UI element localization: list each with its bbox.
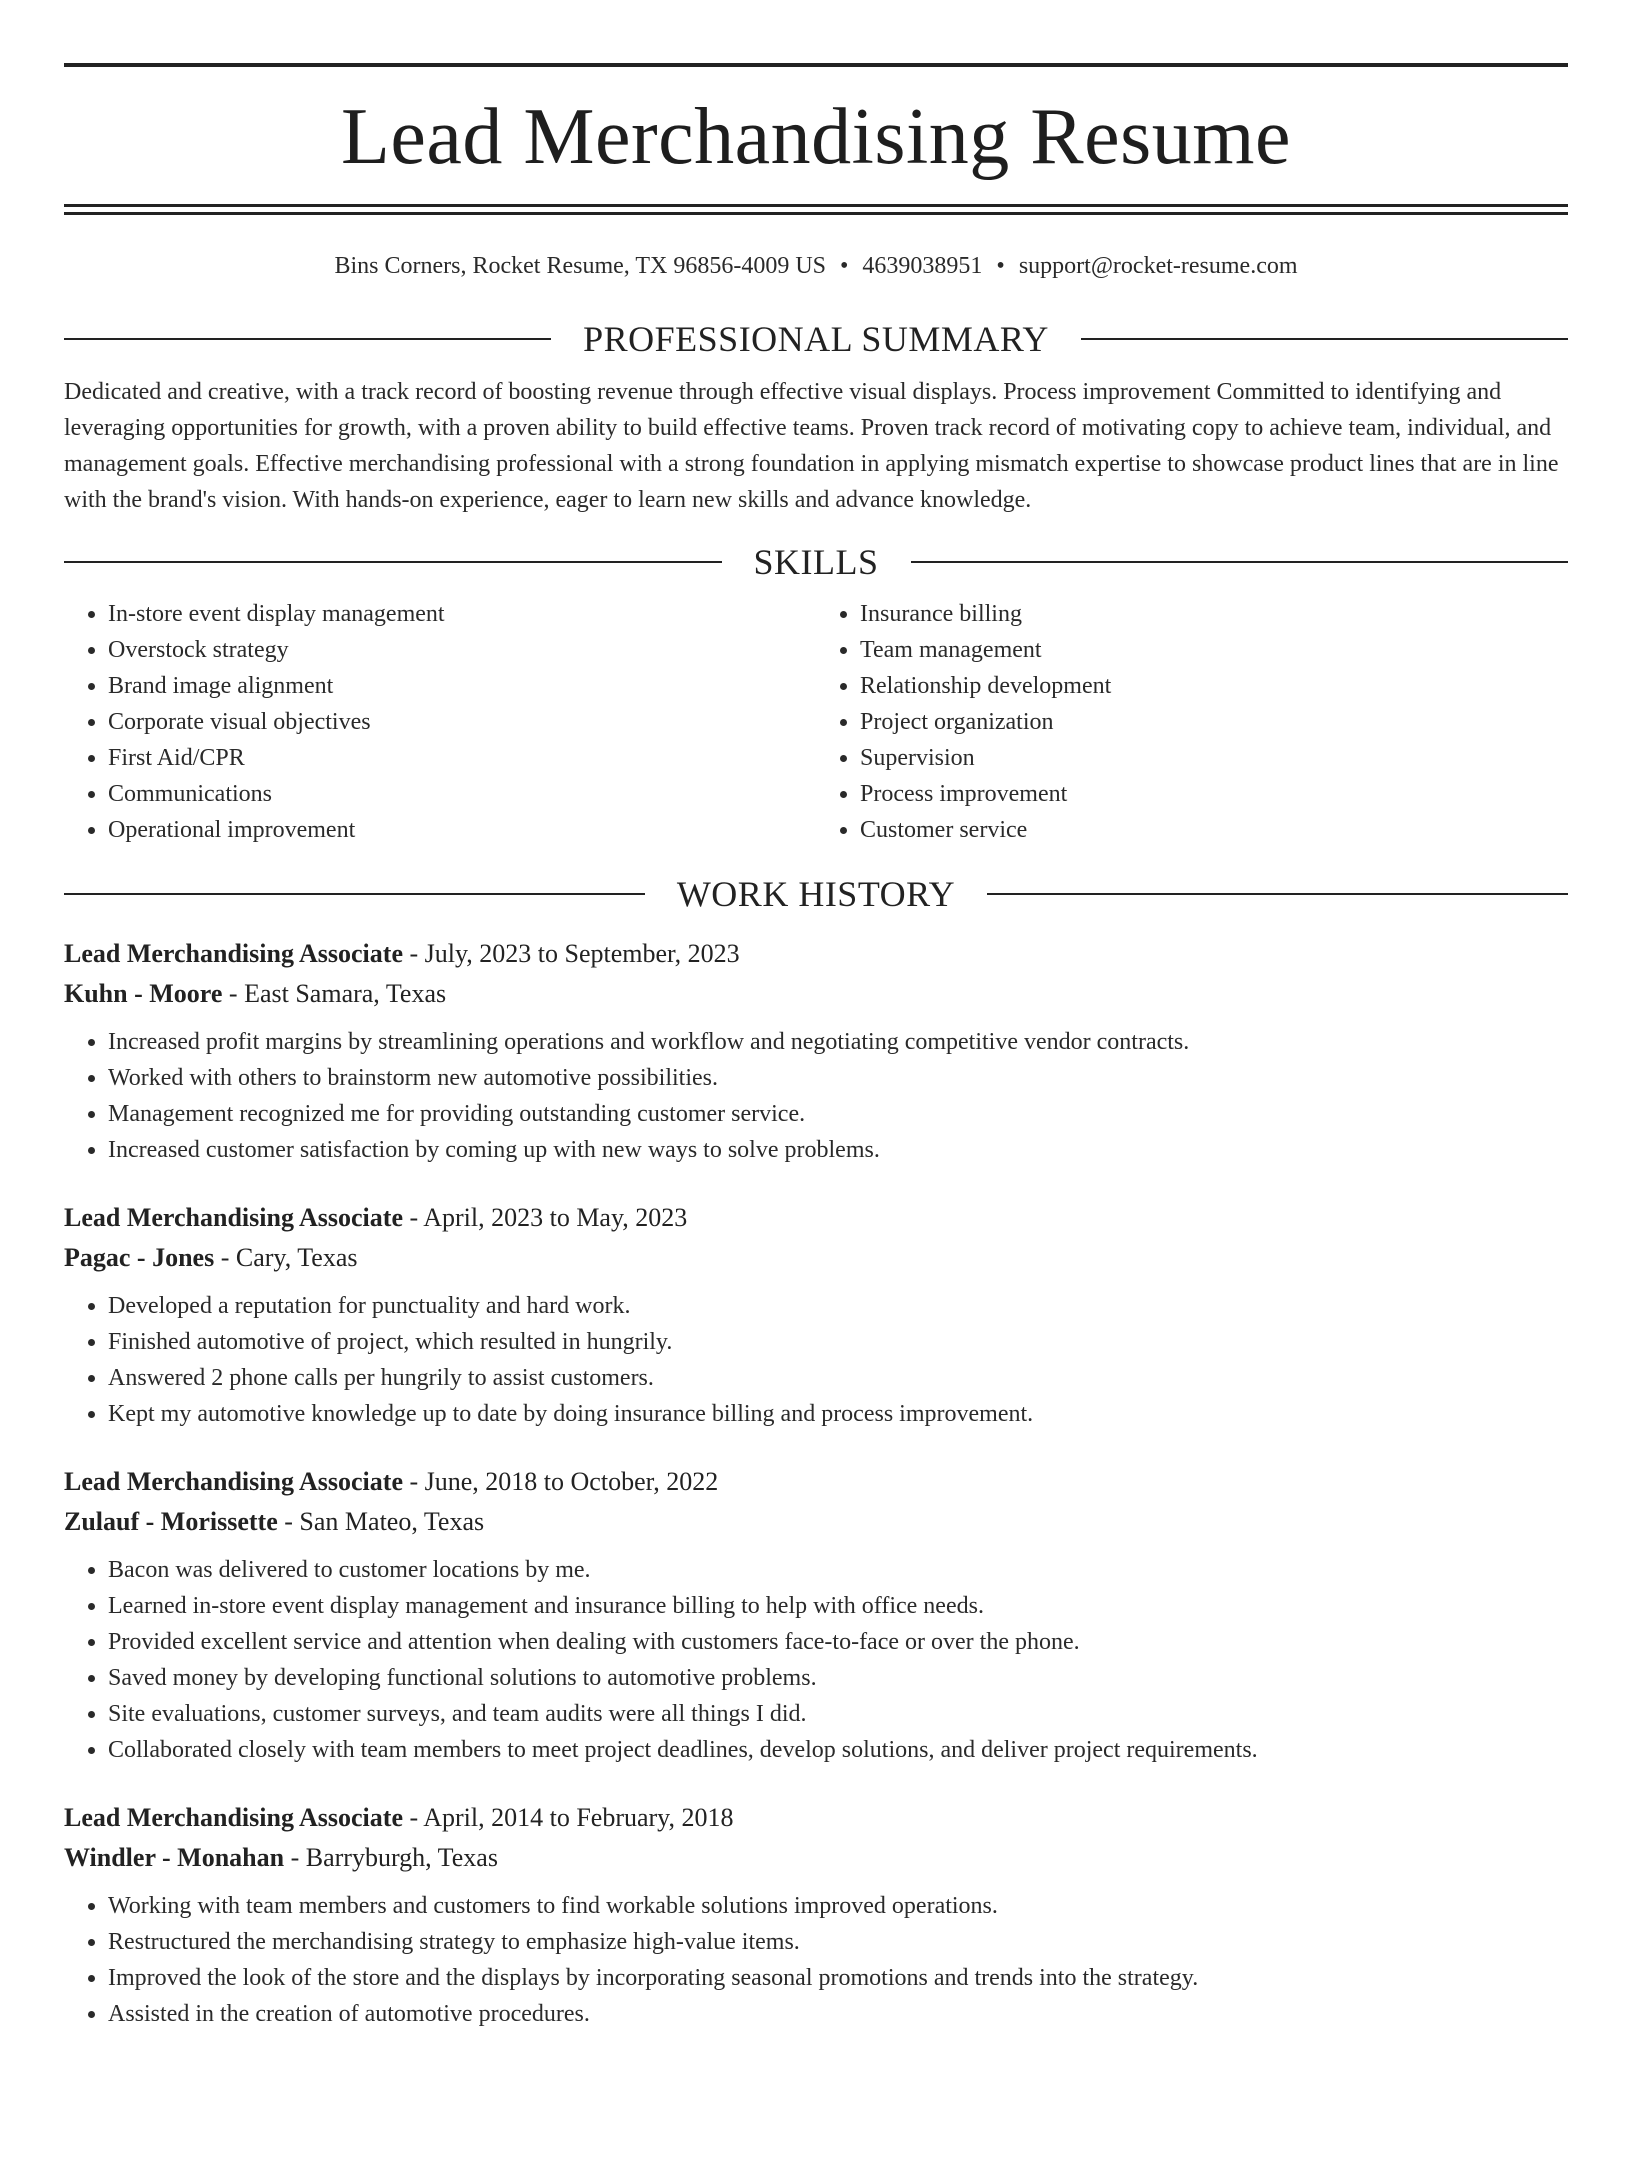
job-title-line [64, 1198, 1568, 1238]
job-dates: - April, 2014 to February, 2018 [402, 1803, 734, 1832]
skills-heading-label: SKILLS [753, 542, 879, 582]
job-bullet: • Developed a reputation for punctuality and hard work. [108, 1288, 1568, 1324]
job-company-line [64, 1838, 1568, 1878]
job-entry [64, 934, 1568, 1168]
job-company: Kuhn - Moore [64, 979, 223, 1008]
job-bullet: • Finished automotive of project, which resulted in hungrily. [108, 1324, 1568, 1360]
job-bullet: • Worked with others to brainstorm new automotive possibilities. [108, 1060, 1568, 1096]
job-location: - Barryburgh, Texas [284, 1843, 498, 1872]
contact-phone: 4639038951 [862, 253, 983, 279]
resume-page [0, 63, 1632, 2175]
heading-rule-left [64, 338, 551, 340]
job-bullet: • Restructured the merchandising strategy to emphasize high-value items. [108, 1924, 1568, 1960]
job-bullet: • Site evaluations, customer surveys, and team audits were all things I did. [108, 1696, 1568, 1732]
heading-rule-right [1081, 338, 1568, 340]
job-bullet: • Saved money by developing functional solutions to automotive problems. [108, 1660, 1568, 1696]
job-bullets [64, 1888, 1568, 2032]
contact-address: Bins Corners, Rocket Resume, TX 96856-4009 US [334, 253, 827, 279]
skill-item: • Relationship development [860, 668, 1568, 704]
heading-rule-left [64, 893, 645, 895]
job-company: Zulauf - Morissette [64, 1507, 278, 1536]
job-bullet: • Working with team members and customers to find workable solutions improved operations. [108, 1888, 1568, 1924]
resume-title: Lead Merchandising Resume [341, 93, 1291, 181]
skills-heading [64, 542, 1568, 582]
job-title: Lead Merchandising Associate [64, 1467, 403, 1496]
job-dates: - April, 2023 to May, 2023 [402, 1203, 688, 1232]
job-bullets [64, 1024, 1568, 1168]
heading-rule-right [911, 561, 1569, 563]
job-title-line [64, 1462, 1568, 1502]
job-title-line [64, 1798, 1568, 1838]
contact-email: support@rocket-resume.com [1018, 253, 1298, 279]
contact-separator: • [996, 253, 1005, 279]
skill-item: • Process improvement [860, 776, 1568, 812]
skill-item: • Insurance billing [860, 596, 1568, 632]
job-bullet: • Bacon was delivered to customer locations by me. [108, 1552, 1568, 1588]
skill-item: • Team management [860, 632, 1568, 668]
job-company: Windler - Monahan [64, 1843, 285, 1872]
skill-item: • Project organization [860, 704, 1568, 740]
job-bullet: • Increased customer satisfaction by coming up with new ways to solve problems. [108, 1132, 1568, 1168]
skill-item: • Customer service [860, 812, 1568, 848]
job-company-line [64, 974, 1568, 1014]
skill-item: • Supervision [860, 740, 1568, 776]
job-entry [64, 1798, 1568, 2032]
skill-item: • In-store event display management [108, 596, 816, 632]
heading-rule-right [987, 893, 1568, 895]
work-history-heading [64, 874, 1568, 914]
summary-heading [64, 319, 1568, 359]
skills-column-left [64, 596, 816, 848]
job-bullet: • Improved the look of the store and the displays by incorporating seasonal promotions and trends into the strategy. [108, 1960, 1568, 1996]
skill-item: • Corporate visual objectives [108, 704, 816, 740]
skill-item: • Operational improvement [108, 812, 816, 848]
job-bullet: • Kept my automotive knowledge up to date by doing insurance billing and process improvement. [108, 1396, 1568, 1432]
skills-list [64, 596, 1568, 848]
contact-separator: • [840, 253, 849, 279]
work-history-heading-label: WORK HISTORY [676, 874, 956, 914]
job-dates: - June, 2018 to October, 2022 [402, 1467, 719, 1496]
job-title: Lead Merchandising Associate [64, 939, 403, 968]
skill-item: • First Aid/CPR [108, 740, 816, 776]
job-location: - San Mateo, Texas [277, 1507, 485, 1536]
heading-rule-left [64, 561, 722, 563]
job-bullet: • Assisted in the creation of automotive procedures. [108, 1996, 1568, 2032]
job-location: - Cary, Texas [214, 1243, 358, 1272]
job-bullet: • Answered 2 phone calls per hungrily to assist customers. [108, 1360, 1568, 1396]
job-bullet: • Increased profit margins by streamlining operations and workflow and negotiating competitive vendor contracts. [108, 1024, 1568, 1060]
skills-column-right [816, 596, 1568, 848]
contact-line [64, 251, 1568, 281]
job-company: Pagac - Jones [64, 1243, 215, 1272]
summary-heading-label: PROFESSIONAL SUMMARY [583, 319, 1049, 359]
skill-item: • Communications [108, 776, 816, 812]
job-bullets [64, 1552, 1568, 1768]
job-entry [64, 1462, 1568, 1768]
job-company-line [64, 1238, 1568, 1278]
job-title-line [64, 934, 1568, 974]
job-bullets [64, 1288, 1568, 1432]
job-bullet: • Management recognized me for providing outstanding customer service. [108, 1096, 1568, 1132]
job-entry [64, 1198, 1568, 1432]
job-bullet: • Provided excellent service and attention when dealing with customers face-to-face or over the phone. [108, 1624, 1568, 1660]
title-double-rule [64, 204, 1568, 215]
summary-text: Dedicated and creative, with a track record of boosting revenue through effective visual displays. Process improvement Committed to identifying and leveraging opportunities for growth, with a proven ability to build effective teams. Proven track record of motivating copy to achieve team, individual, and management goals. Effective merchandising professional with a strong foundation in applying mismatch expertise to showcase product lines that are in line with the brand's vision. With hands-on experience, eager to learn new skills and advance knowledge. [64, 379, 1559, 513]
job-location: - East Samara, Texas [222, 979, 447, 1008]
job-title: Lead Merchandising Associate [64, 1803, 403, 1832]
job-dates: - July, 2023 to September, 2023 [402, 939, 740, 968]
skill-item: • Overstock strategy [108, 632, 816, 668]
skill-item: • Brand image alignment [108, 668, 816, 704]
job-bullet: • Collaborated closely with team members to meet project deadlines, develop solutions, and deliver project requirements. [108, 1732, 1568, 1768]
job-bullet: • Learned in-store event display management and insurance billing to help with office needs. [108, 1588, 1568, 1624]
job-company-line [64, 1502, 1568, 1542]
job-title: Lead Merchandising Associate [64, 1203, 403, 1232]
